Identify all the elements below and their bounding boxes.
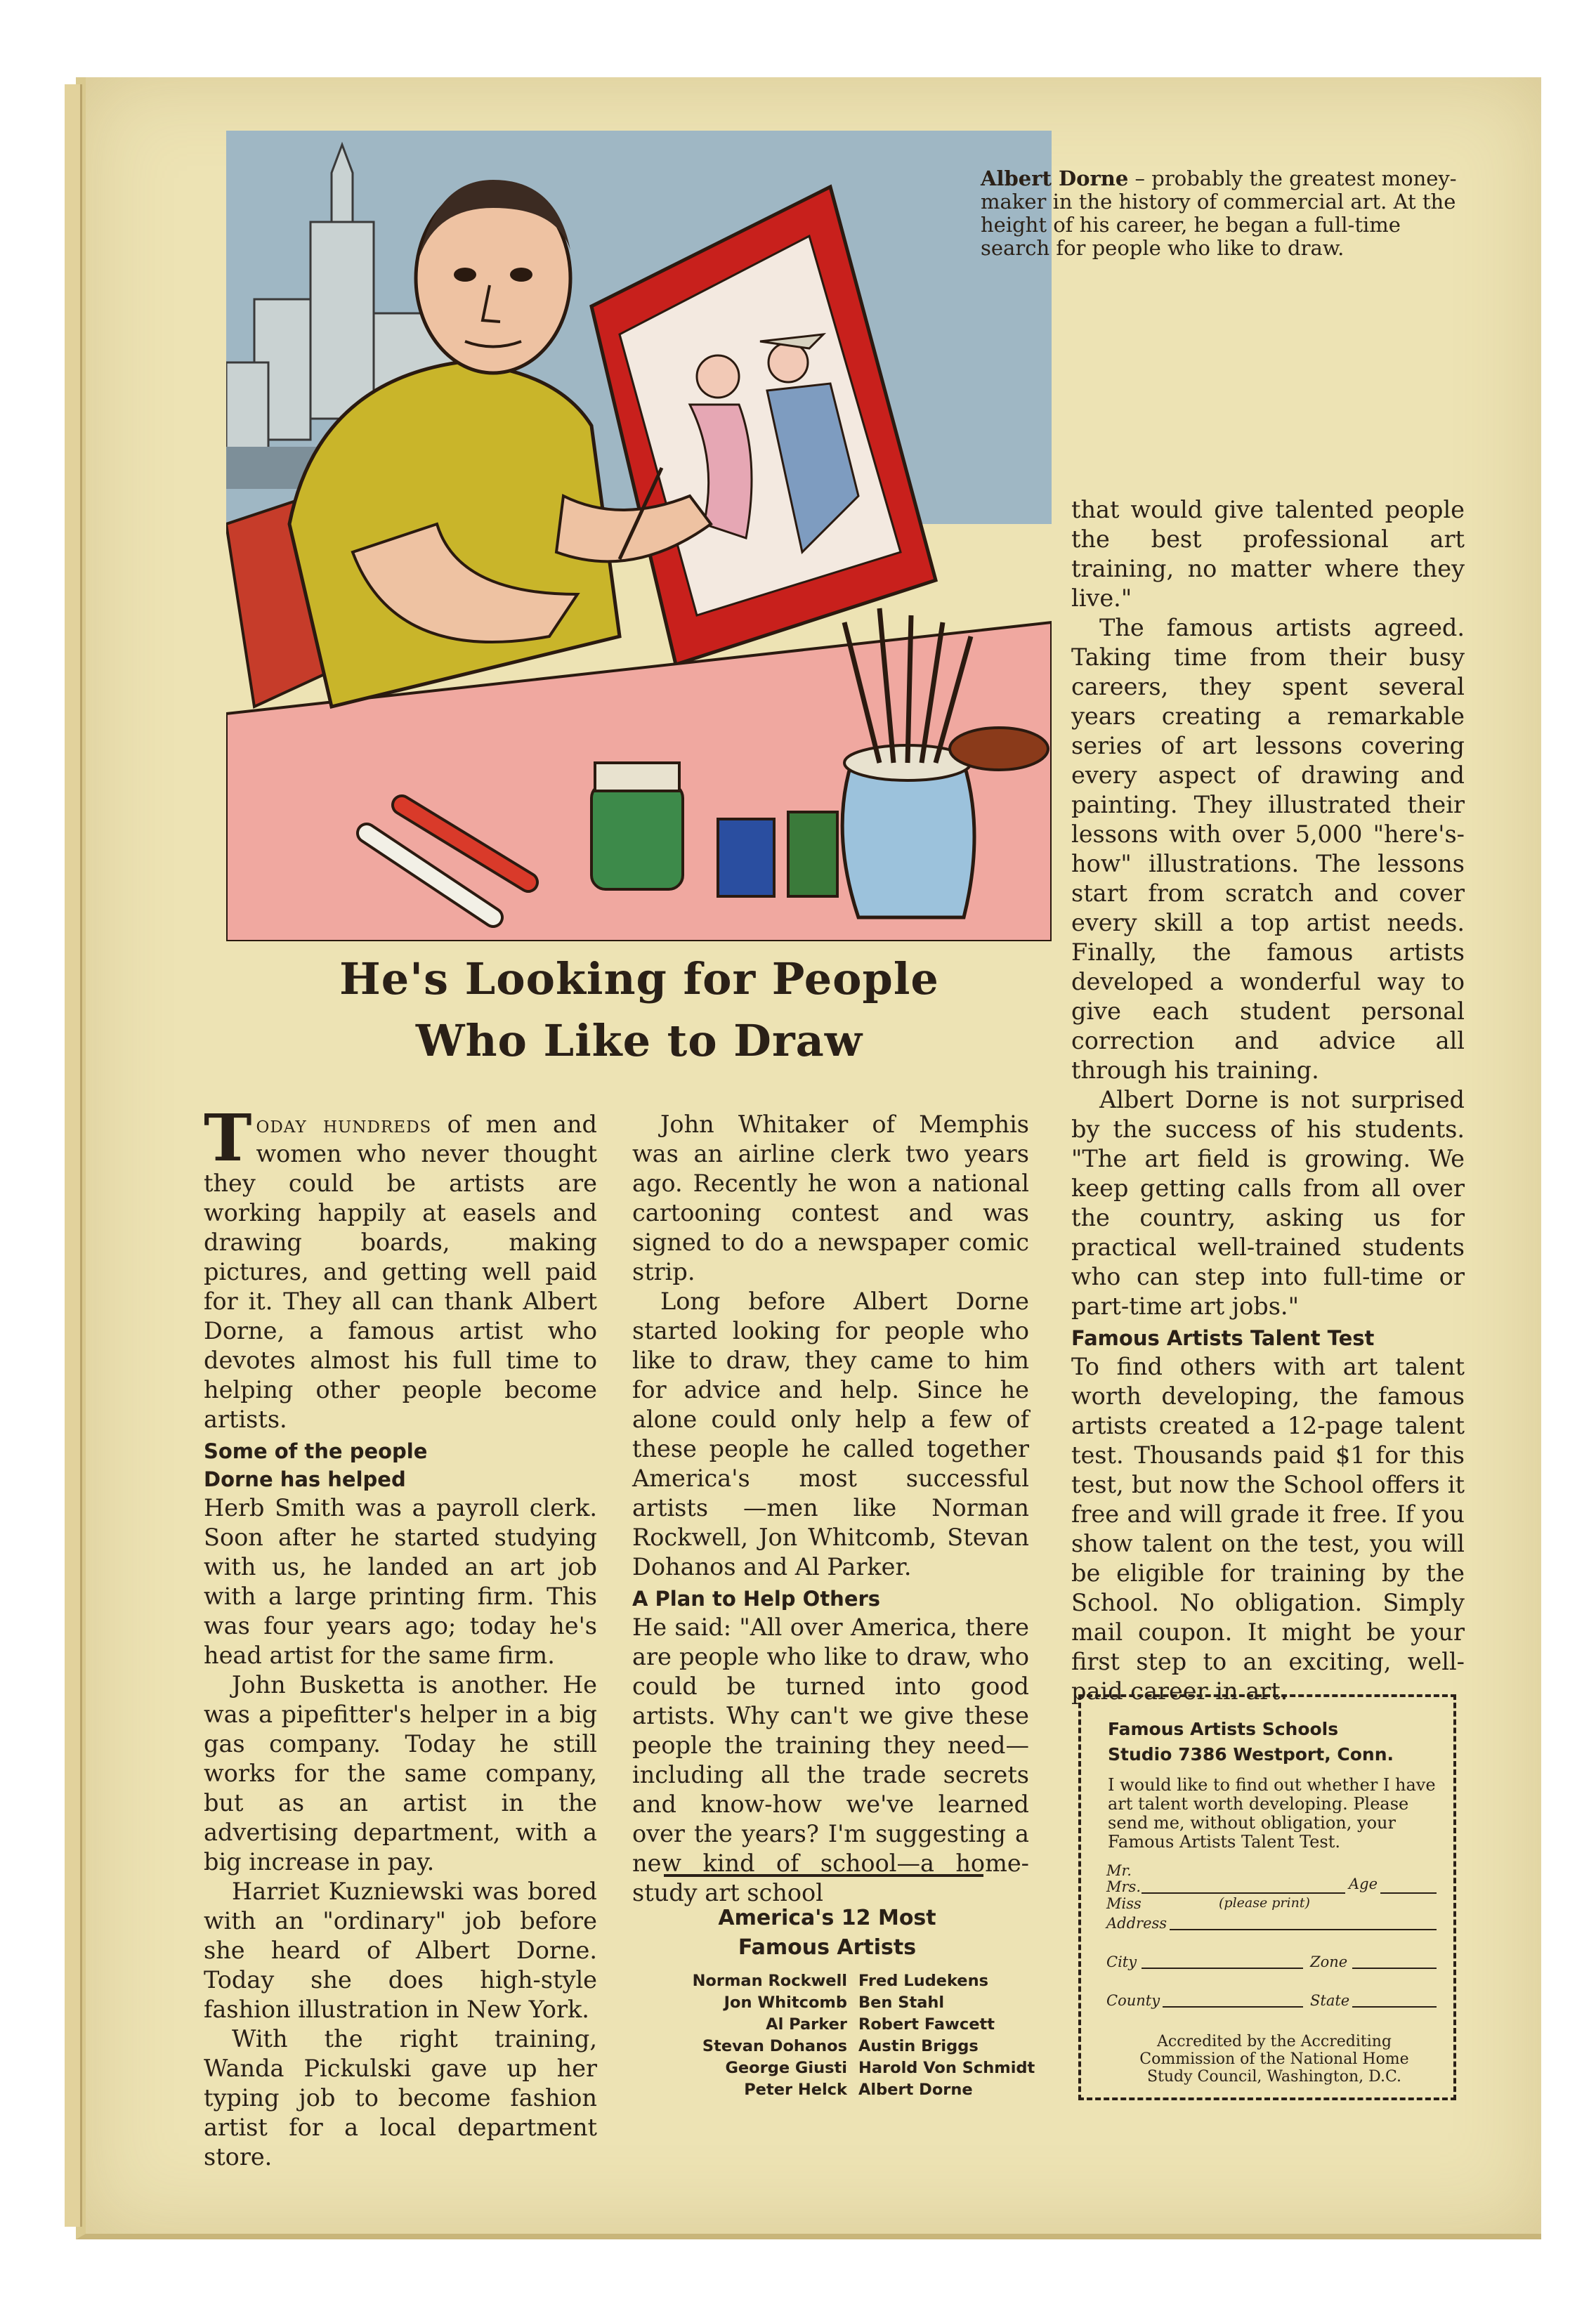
- paragraph: Long before Albert Dorne started looking for people who like to draw, they came to him for advice and help. Since he alone could only help a few of these people he called together America's most successful artists —men like Norman Rockwell, Jon Whitcomb, Stevan Dohanos and Al Parker.: [632, 1288, 1029, 1580]
- address-label: Address: [1106, 1915, 1167, 1932]
- name-field[interactable]: [1106, 1878, 1437, 1897]
- miss-row: [1106, 1895, 1437, 1912]
- name-line: [1142, 1892, 1345, 1894]
- article-column-1: [204, 1100, 597, 2172]
- artist-name: Robert Fawcett: [858, 2015, 995, 2034]
- subhead-some-of-the-people: [204, 1437, 597, 1493]
- article-column-2: [632, 1110, 1029, 1908]
- artist-name: Austin Briggs: [858, 2037, 979, 2055]
- famous-artists-title: [632, 1904, 1022, 1963]
- county-state-field[interactable]: [1106, 1992, 1437, 2010]
- famous-artists-title-line-2: Famous Artists: [738, 1935, 917, 1960]
- age-line[interactable]: [1380, 1892, 1437, 1894]
- article-column-3: [1071, 495, 1465, 1706]
- accreditation-note: Accredited by the Accrediting Commission of the National Home Study Council, Washington, D.C.: [1139, 2033, 1409, 2086]
- famous-artists-title-line-1: America's 12 Most: [718, 1906, 936, 1930]
- illustration-caption: [981, 167, 1458, 260]
- coupon-school-name: Famous Artists Schools: [1108, 1719, 1339, 1739]
- county-label: County: [1106, 1992, 1160, 2009]
- paragraph: He said: "All over America, there are people who like to draw, who could be turned into good artists. Why can't we give these people the training they need—including all the trade secrets and know-how we've learned over the years? I'm suggesting a new kind of school—a home-study art school: [632, 1614, 1029, 1906]
- artist-name: Jon Whitcomb: [724, 1994, 847, 2012]
- artist-name: Peter Helck: [744, 2081, 847, 2099]
- paragraph: Herb Smith was a payroll clerk. Soon after he started studying with us, he landed an art job with a large printing firm. This was four years ago; today he's head artist for the same firm.: [204, 1494, 597, 1669]
- artist-name: Albert Dorne: [858, 2081, 973, 2099]
- miss-label: Miss: [1106, 1895, 1142, 1912]
- please-print-note: (please print): [1219, 1895, 1310, 1911]
- artist-name: George Giusti: [725, 2059, 847, 2077]
- subhead-line-1: Some of the people: [204, 1439, 428, 1463]
- city-line: [1142, 1968, 1303, 1969]
- state-label: State: [1310, 1992, 1350, 2009]
- intro-paragraph: [204, 1100, 597, 1434]
- county-line: [1163, 2006, 1303, 2008]
- subhead-talent-test: Famous Artists Talent Test: [1071, 1326, 1375, 1350]
- paragraph: With the right training, Wanda Pickulski gave up her typing job to become fashion artist for a local department store.: [204, 2025, 597, 2171]
- mr-label: Mr.: [1106, 1862, 1132, 1879]
- lead-in: oday hundreds: [256, 1111, 432, 1138]
- paragraph: John Busketta is another. He was a pipefitter's helper in a big gas company. Today he still works for the same company, but as an artist in the advertising department, with a big increase in pay.: [204, 1671, 597, 1876]
- headline-line-1: He's Looking for People: [339, 953, 939, 1004]
- artist-name: Fred Ludekens: [858, 1972, 988, 1990]
- paragraph: John Whitaker of Memphis was an airline clerk two years ago. Recently he won a national cartooning contest and was signed to do a newspaper comic strip.: [632, 1111, 1029, 1285]
- caption-name: Albert Dorne: [981, 166, 1129, 190]
- zone-line: [1352, 1968, 1437, 1969]
- subhead-line-2: Dorne has helped: [204, 1467, 406, 1491]
- address-field[interactable]: [1106, 1915, 1437, 1933]
- intro-text: of men and women who never thought they could be artists are working happily at easels and drawing boards, making pictures, and getting well paid for it. They all can thank Albert Dorne, a famous artist who devotes almost his full time to helping other people become artists.: [204, 1111, 597, 1433]
- coupon-body: I would like to find out whether I have art talent worth developing. Please send me, without obligation, your Famous Artists Talent Test.: [1108, 1775, 1436, 1852]
- coupon-studio-address: Studio 7386 Westport, Conn.: [1108, 1744, 1394, 1765]
- subhead-plan-to-help-others: A Plan to Help Others: [632, 1587, 881, 1611]
- artist-name: Harold Von Schmidt: [858, 2059, 1035, 2077]
- headline: [211, 948, 1068, 1072]
- artist-name: Stevan Dohanos: [702, 2037, 847, 2055]
- albert-dorne-illustration: [226, 131, 1052, 941]
- artist-name: Norman Rockwell: [692, 1972, 847, 1990]
- paragraph: that would give talented people the best professional art training, no matter where they live.": [1071, 496, 1465, 612]
- artist-name: Al Parker: [766, 2015, 847, 2034]
- city-zone-field[interactable]: [1106, 1953, 1437, 1972]
- paragraph: Albert Dorne is not surprised by the success of his students. "The art field is growing. We keep getting calls from all over the country, asking us for practical well-trained students who can step into full-time or part-time art jobs.": [1071, 1086, 1465, 1320]
- zone-label: Zone: [1310, 1953, 1348, 1970]
- caption-text: – probably the greatest money-maker in the history of commercial art. At the height of his career, he began a full-time search for people who like to draw.: [981, 166, 1457, 260]
- headline-line-2: Who Like to Draw: [415, 1015, 863, 1066]
- coupon-header: [1108, 1717, 1445, 1767]
- city-label: City: [1106, 1953, 1137, 1970]
- paragraph: The famous artists agreed. Taking time from their busy careers, they spent several years creating a remarkable series of art lessons covering every aspect of drawing and painting. They illustrated their lessons with over 5,000 "here's-how" illustrations. The lessons start from scratch and cover every skill a top artist needs. Finally, the famous artists developed a wonderful way to give each student personal correction and advice all through his training.: [1071, 614, 1465, 1084]
- state-line: [1352, 2006, 1437, 2008]
- mrs-label: Mrs.: [1106, 1878, 1141, 1895]
- paragraph: Harriet Kuzniewski was bored with an "ordinary" job before she heard of Albert Dorne. Today she does high-style fashion illustration in New York.: [204, 1878, 597, 2023]
- artist-list-right: [858, 1970, 1069, 2101]
- age-label: Age: [1349, 1876, 1378, 1892]
- drop-cap: T: [204, 1100, 252, 1176]
- address-line: [1170, 1929, 1437, 1930]
- artist-list-left: [618, 1970, 847, 2101]
- artist-name: Ben Stahl: [858, 1994, 945, 2012]
- mail-coupon[interactable]: [1078, 1694, 1456, 2100]
- paragraph: To find others with art talent worth developing, the famous artists created a 12-page talent test. Thousands paid $1 for this test, but now the School offers it free and will grade it free. If you show talent on the test, you will be eligible for training by the School. No obligation. Simply mail coupon. It might be your first step to an exciting, well-paid career in art.: [1071, 1353, 1465, 1705]
- divider-rule: [664, 1874, 983, 1877]
